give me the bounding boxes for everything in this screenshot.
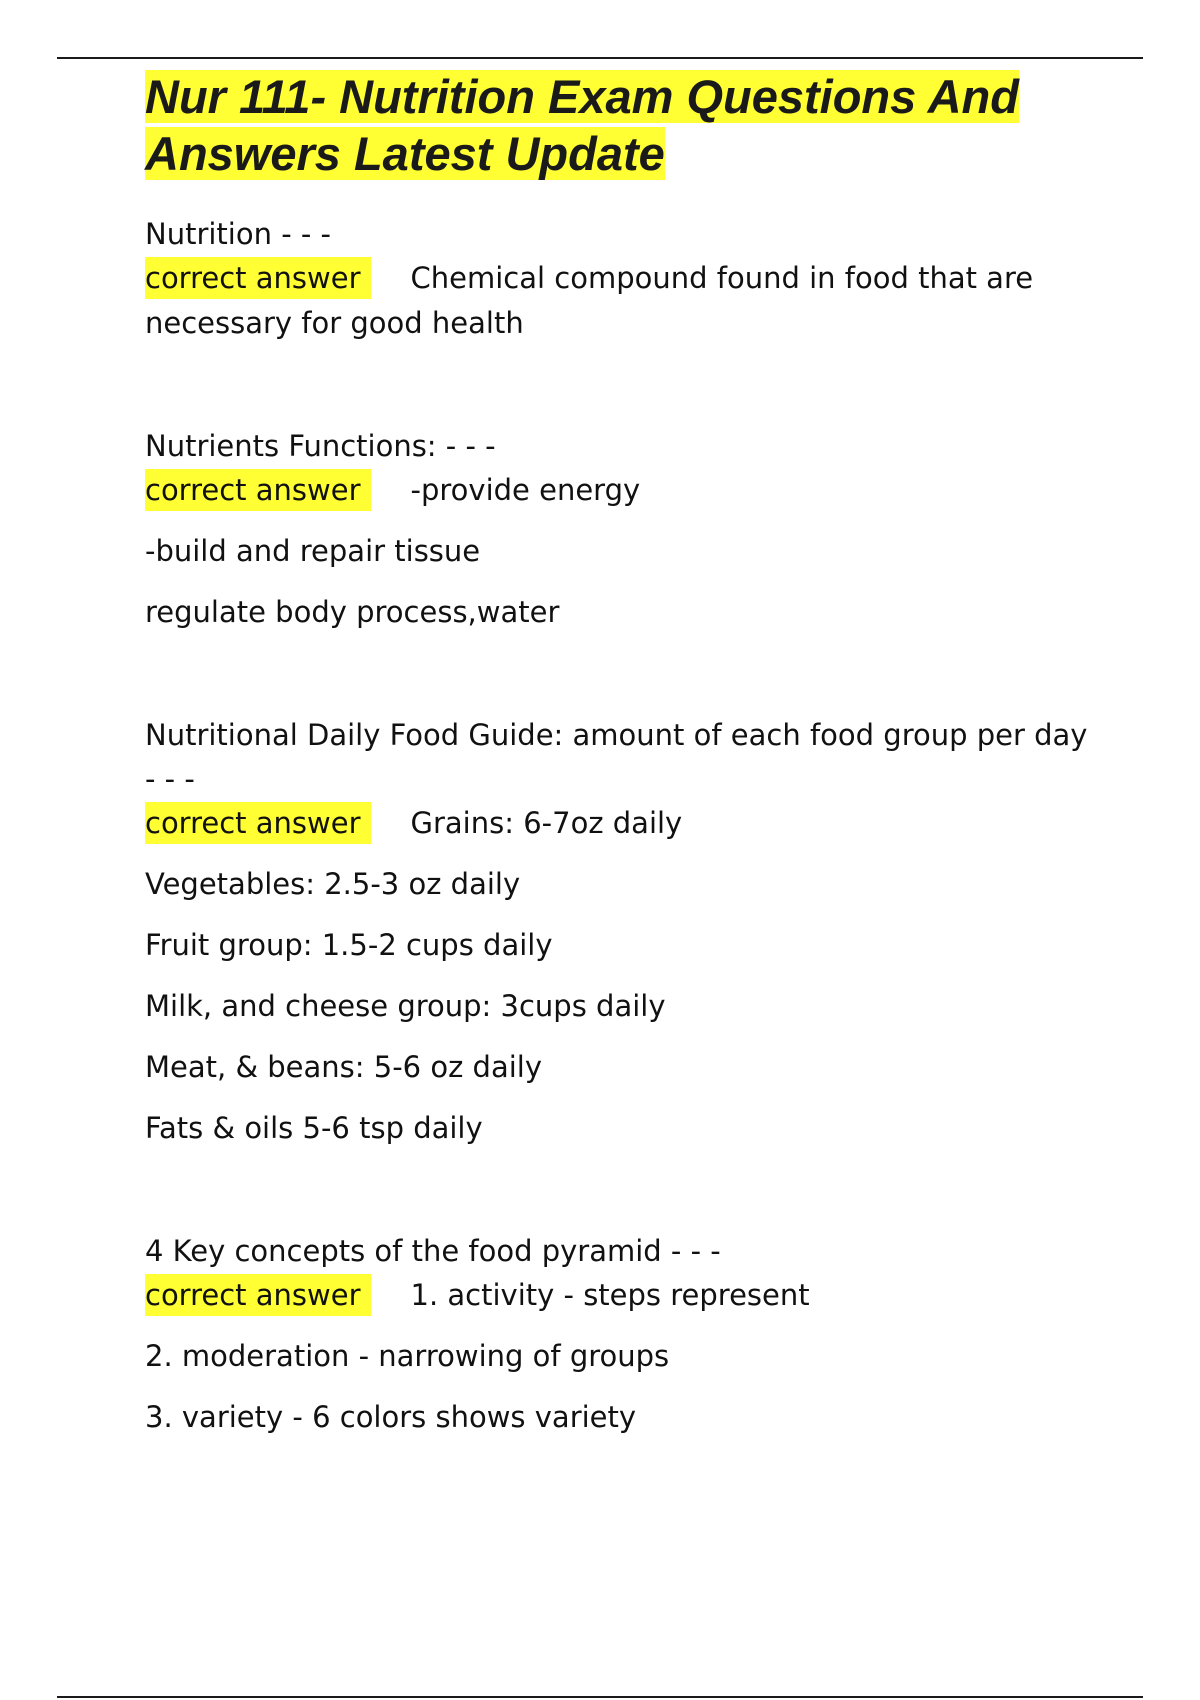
answer-line: [145, 256, 1095, 301]
answer-extra-line: 2. moderation - narrowing of groups: [145, 1339, 670, 1373]
answer-extra-line: regulate body process,water: [145, 595, 560, 629]
answer-text: Grains: 6-7oz daily: [410, 806, 683, 840]
answer-line: [145, 468, 1095, 513]
correct-answer-badge: correct answer: [145, 257, 371, 299]
answer-extra-line: Meat, & beans: 5-6 oz daily: [145, 1050, 542, 1084]
answer-extra-line: 3. variety - 6 colors shows variety: [145, 1400, 637, 1434]
answer-text-wrap: necessary for good health: [145, 306, 524, 340]
answer-line: [145, 801, 1095, 846]
top-rule: [57, 57, 1143, 59]
question-text: Nutrients Functions: - - -: [145, 429, 496, 463]
question-text: 4 Key concepts of the food pyramid - - -: [145, 1234, 721, 1268]
correct-answer-badge: correct answer: [145, 469, 371, 511]
answer-extra-line: Vegetables: 2.5-3 oz daily: [145, 867, 521, 901]
qa-item-daily-food-guide: [145, 713, 1095, 1151]
document-content: [145, 68, 1095, 1440]
answer-extra-line: Fruit group: 1.5-2 cups daily: [145, 928, 553, 962]
qa-item-nutrition: [145, 212, 1095, 346]
page-title: [145, 68, 1095, 182]
correct-answer-badge: correct answer: [145, 802, 371, 844]
question-text: Nutritional Daily Food Guide: amount of each food group per day - - -: [145, 718, 1088, 796]
qa-item-food-pyramid: [145, 1229, 1095, 1440]
answer-extra-line: Fats & oils 5-6 tsp daily: [145, 1111, 483, 1145]
correct-answer-badge: correct answer: [145, 1274, 371, 1316]
question-text: Nutrition - - -: [145, 217, 332, 251]
bottom-rule: [57, 1696, 1143, 1698]
qa-list: [145, 212, 1095, 1440]
qa-item-nutrients-functions: [145, 424, 1095, 635]
answer-text: -provide energy: [410, 473, 641, 507]
answer-extra-line: Milk, and cheese group: 3cups daily: [145, 989, 666, 1023]
title-highlight: Nur 111- Nutrition Exam Questions And Answers Latest Update: [145, 70, 1019, 180]
answer-text: 1. activity - steps represent: [410, 1278, 810, 1312]
answer-line: [145, 1273, 1095, 1318]
answer-extra-line: -build and repair tissue: [145, 534, 481, 568]
answer-text: Chemical compound found in food that are: [410, 261, 1034, 295]
